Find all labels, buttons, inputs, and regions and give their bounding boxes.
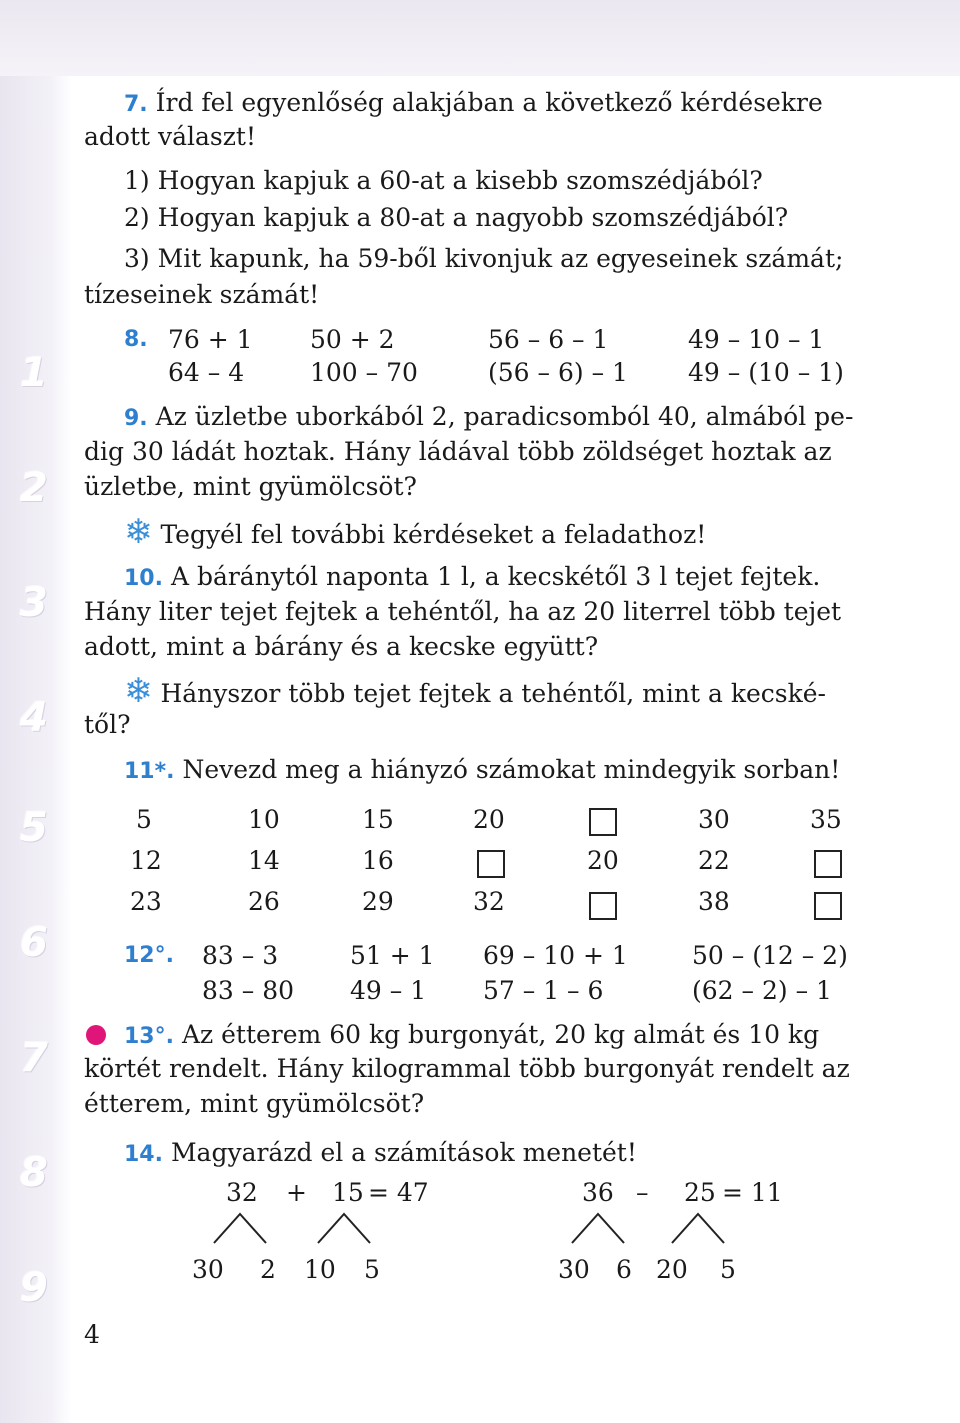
expr: 56 – 6 – 1 bbox=[488, 325, 609, 354]
exercise-text: Az üzletbe uborkából 2, paradicsomból 40, almából pe- bbox=[155, 402, 854, 431]
exercise-13-line2: körtét rendelt. Hány kilogrammal több burgonyát rendelt az bbox=[84, 1054, 850, 1083]
sequence-number: 12 bbox=[130, 846, 162, 875]
side-number: 6 bbox=[20, 920, 48, 966]
expr: 100 – 70 bbox=[310, 358, 418, 387]
sequence-number: 20 bbox=[473, 805, 505, 834]
part: 5 bbox=[364, 1255, 380, 1284]
exercise-10-line2: Hány liter tejet fejtek a tehéntől, ha az 20 literrel több tejet bbox=[84, 597, 842, 626]
expr: 76 + 1 bbox=[168, 325, 253, 354]
exercise-text: Nevezd meg a hiányzó számokat mindegyik sorban! bbox=[182, 755, 841, 784]
expr: (56 – 6) – 1 bbox=[488, 358, 628, 387]
exercise-7-q3a: 3) Mit kapunk, ha 59-ből kivonjuk az egyeseinek számát; bbox=[124, 244, 844, 273]
side-number: 2 bbox=[20, 465, 48, 511]
split-line bbox=[214, 1214, 266, 1243]
result: = 11 bbox=[722, 1178, 783, 1207]
side-number: 8 bbox=[20, 1150, 48, 1196]
exercise-text: A báránytól naponta 1 l, a kecskétől 3 l tejet fejtek. bbox=[170, 562, 821, 591]
side-number: 4 bbox=[20, 695, 48, 741]
sequence-number: 29 bbox=[362, 887, 394, 916]
part: 2 bbox=[260, 1255, 276, 1284]
split-line bbox=[572, 1214, 624, 1243]
sequence-number: 22 bbox=[698, 846, 730, 875]
part: 6 bbox=[616, 1255, 632, 1284]
sequence-number: 38 bbox=[698, 887, 730, 916]
exercise-number: 7. bbox=[124, 92, 148, 117]
sequence-number: 23 bbox=[130, 887, 162, 916]
exercise-13-line3: étterem, mint gyümölcsöt? bbox=[84, 1089, 425, 1118]
snowflake-icon: ❄ bbox=[124, 512, 153, 552]
expr: 49 – 1 bbox=[350, 976, 427, 1005]
snowflake-icon: ❄ bbox=[124, 671, 153, 711]
extra-task-text: Hányszor több tejet fejtek a tehéntől, mint a kecské- bbox=[160, 679, 826, 708]
part: 30 bbox=[192, 1255, 224, 1284]
result: = 47 bbox=[368, 1178, 429, 1207]
exercise-number: 10. bbox=[124, 566, 163, 591]
exercise-7-q3b: tízeseinek számát! bbox=[84, 280, 320, 309]
expr: 64 – 4 bbox=[168, 358, 245, 387]
expr: 49 – 10 – 1 bbox=[688, 325, 825, 354]
exercise-7-q1: 1) Hogyan kapjuk a 60-at a kisebb szomszédjából? bbox=[124, 166, 763, 195]
sequence-number: 10 bbox=[248, 805, 280, 834]
exercise-10-line3: adott, mint a bárány és a kecske együtt? bbox=[84, 632, 599, 661]
split-line bbox=[672, 1214, 724, 1243]
exercise-text: Írd fel egyenlőség alakjában a következő kérdésekre bbox=[155, 88, 823, 117]
side-number: 1 bbox=[20, 350, 48, 396]
exercise-7-q2: 2) Hogyan kapjuk a 80-at a nagyobb szomszédjából? bbox=[124, 203, 789, 232]
expr: 83 – 80 bbox=[202, 976, 295, 1005]
part: 30 bbox=[558, 1255, 590, 1284]
part: 5 bbox=[720, 1255, 736, 1284]
exercise-text: Magyarázd el a számítások menetét! bbox=[170, 1138, 637, 1167]
extra-task-text: Tegyél fel további kérdéseket a feladathoz! bbox=[160, 520, 707, 549]
part: 20 bbox=[656, 1255, 688, 1284]
expr: 49 – (10 – 1) bbox=[688, 358, 844, 387]
side-number: 9 bbox=[20, 1265, 48, 1311]
exercise-text: Az étterem 60 kg burgonyát, 20 kg almát és 10 kg bbox=[181, 1020, 820, 1049]
operator: – bbox=[636, 1178, 649, 1207]
side-number: 3 bbox=[20, 580, 48, 626]
exercise-number: 14. bbox=[124, 1142, 163, 1167]
sequence-number: 35 bbox=[810, 805, 842, 834]
side-number: 7 bbox=[20, 1035, 48, 1081]
expr: 57 – 1 – 6 bbox=[483, 976, 604, 1005]
operand: 25 bbox=[684, 1178, 716, 1207]
part: 10 bbox=[304, 1255, 336, 1284]
operand: 32 bbox=[226, 1178, 258, 1207]
operand: 15 bbox=[332, 1178, 364, 1207]
split-line bbox=[318, 1214, 370, 1243]
sequence-number: 14 bbox=[248, 846, 280, 875]
exercise-9-line2: dig 30 ládát hoztak. Hány ládával több zöldséget hoztak az bbox=[84, 437, 832, 466]
expr: 69 – 10 + 1 bbox=[483, 941, 628, 970]
sequence-number: 26 bbox=[248, 887, 280, 916]
exercise-number: 9. bbox=[124, 406, 148, 431]
sequence-number: 32 bbox=[473, 887, 505, 916]
exercise-number: 11*. bbox=[124, 759, 175, 784]
exercise-10-extra2: től? bbox=[84, 710, 131, 739]
expr: 51 + 1 bbox=[350, 941, 435, 970]
operand: 36 bbox=[582, 1178, 614, 1207]
exercise-number: 13°. bbox=[124, 1024, 174, 1049]
expr: 50 – (12 – 2) bbox=[692, 941, 848, 970]
side-number: 5 bbox=[20, 805, 48, 851]
exercise-12-number: 12°. bbox=[124, 943, 174, 968]
sequence-number: 20 bbox=[587, 846, 619, 875]
operator: + bbox=[286, 1178, 307, 1207]
sequence-number: 5 bbox=[136, 805, 152, 834]
expr: 83 – 3 bbox=[202, 941, 279, 970]
exercise-7-line2: adott választ! bbox=[84, 122, 257, 151]
sequence-number: 15 bbox=[362, 805, 394, 834]
exercise-8-number: 8. bbox=[124, 327, 148, 352]
expr: (62 – 2) – 1 bbox=[692, 976, 832, 1005]
sequence-number: 16 bbox=[362, 846, 394, 875]
sequence-number: 30 bbox=[698, 805, 730, 834]
exercise-9-line3: üzletbe, mint gyümölcsöt? bbox=[84, 472, 417, 501]
expr: 50 + 2 bbox=[310, 325, 395, 354]
page-number: 4 bbox=[84, 1320, 100, 1349]
